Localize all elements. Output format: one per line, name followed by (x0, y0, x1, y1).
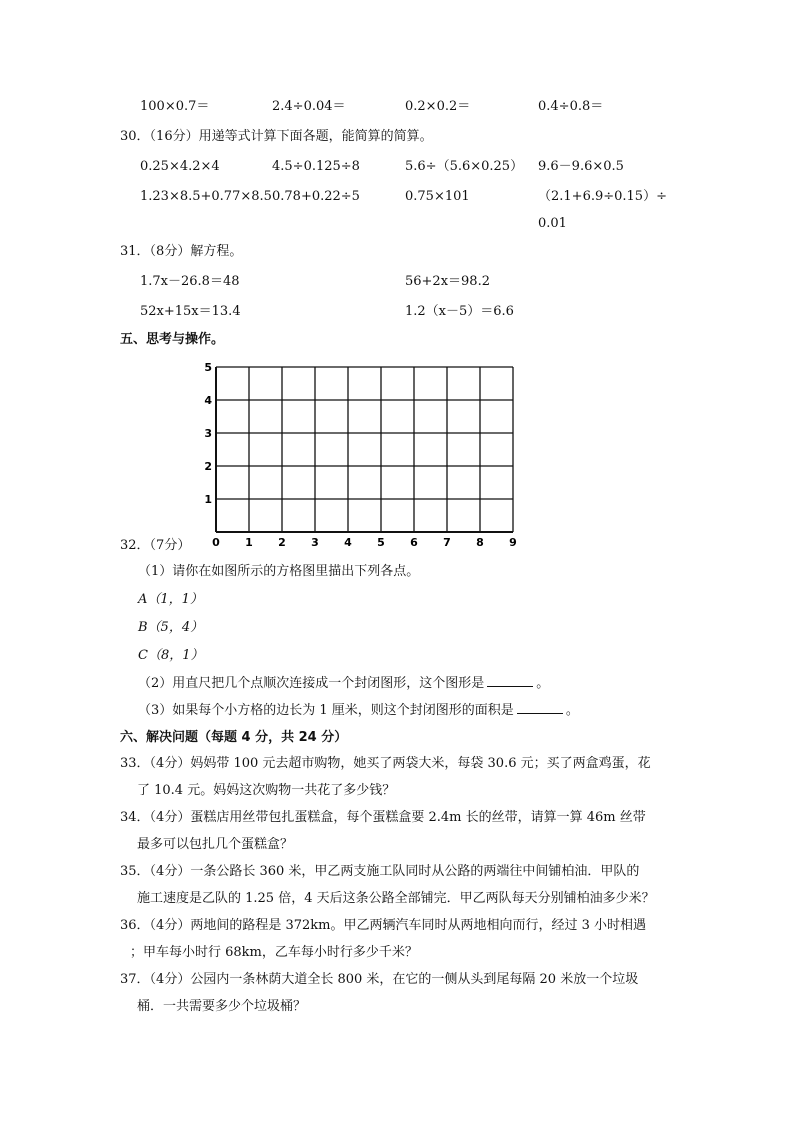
q30-item-7: 0.75×101 (405, 189, 470, 204)
q30-item-8-cont: 0.01 (538, 216, 567, 231)
answer-blank-area[interactable] (517, 701, 563, 714)
q36-line-1: 36．（4分）两地间的路程是 372km。甲乙两辆汽车同时从两地相向而行，经过 3 小时相遇 (120, 918, 646, 933)
q37-line-1: 37．（4分）公园内一条林荫大道全长 800 米，在它的一侧从头到尾每隔 20 米放一个垃圾 (120, 972, 639, 987)
q30-item-1: 0.25×4.2×4 (140, 159, 220, 174)
q30-item-5: 1.23×8.5+0.77×8.5 (140, 189, 272, 204)
q30-item-6: 0.78+0.22÷5 (272, 189, 360, 204)
q32-part-3-end: 。 (565, 703, 579, 718)
calc-item-4: 0.4÷0.8＝ (538, 99, 604, 114)
calc-item-3: 0.2×0.2＝ (405, 99, 471, 114)
x-tick-label: 5 (377, 536, 385, 549)
coordinate-grid (200, 360, 520, 550)
q30-item-4: 9.6－9.6×0.5 (538, 159, 624, 174)
x-tick-label: 6 (410, 536, 418, 549)
q32-part-3-text: （3）如果每个小方格的边长为 1 厘米，则这个封闭图形的面积是 (138, 703, 514, 718)
point-a: A（1，1） (138, 592, 203, 607)
q33-line-2: 了 10.4 元。妈妈这次购物一共花了多少钱？ (137, 783, 396, 798)
answer-blank-shape[interactable] (487, 674, 533, 687)
point-c: C（8，1） (138, 648, 204, 663)
x-tick-label: 4 (344, 536, 352, 549)
x-tick-label: 3 (311, 536, 319, 549)
equation-3: 52x+15x＝13.4 (140, 304, 241, 319)
q33-line-1: 33．（4分）妈妈带 100 元去超市购物，她买了两袋大米，每袋 30.6 元；买了两盒鸡蛋，花 (120, 756, 651, 771)
q32-part-2 (138, 674, 549, 693)
calc-item-1: 100×0.7＝ (140, 99, 210, 114)
q32-part-2-end: 。 (536, 676, 550, 691)
section-5-heading: 五、思考与操作。 (120, 332, 225, 347)
y-tick-label: 4 (204, 394, 212, 407)
q34-line-1: 34．（4分）蛋糕店用丝带包扎蛋糕盒，每个蛋糕盒要 2.4m 长的丝带，请算一算 46m 丝带 (120, 810, 646, 825)
section-6-heading: 六、解决问题（每题 4 分，共 24 分） (120, 730, 348, 745)
q30-item-2: 4.5÷0.125÷8 (272, 159, 360, 174)
x-tick-label: 8 (476, 536, 484, 549)
x-tick-label: 7 (443, 536, 451, 549)
x-tick-label: 9 (509, 536, 517, 549)
x-tick-label: 2 (278, 536, 286, 549)
q36-line-2: ；甲车每小时行 68km，乙车每小时行多少千米？ (130, 945, 418, 960)
equation-4: 1.2（x－5）＝6.6 (405, 304, 514, 319)
q37-line-2: 桶．一共需要多少个垃圾桶？ (137, 999, 307, 1014)
y-tick-label: 3 (204, 427, 212, 440)
q30-title: 30．（16分）用递等式计算下面各题，能简算的简算。 (120, 129, 433, 144)
q32-title: 32．（7分） (120, 538, 191, 553)
q30-item-3: 5.6÷（5.6×0.25） (405, 159, 524, 174)
equation-2: 56+2x＝98.2 (405, 274, 490, 289)
q35-line-1: 35．（4分）一条公路长 360 米，甲乙两支施工队同时从公路的两端往中间铺柏油．甲队的 (120, 864, 640, 879)
point-b: B（5，4） (138, 620, 204, 635)
q32-part-3 (138, 701, 579, 720)
calc-item-2: 2.4÷0.04＝ (272, 99, 346, 114)
q32-part-1: （1）请你在如图所示的方格图里描出下列各点。 (138, 564, 420, 579)
y-tick-label: 5 (204, 361, 212, 374)
y-tick-label: 1 (204, 493, 212, 506)
q31-title: 31．（8分）解方程。 (120, 244, 243, 259)
x-tick-label: 0 (212, 536, 220, 549)
q32-part-2-text: （2）用直尺把几个点顺次连接成一个封闭图形，这个图形是 (138, 676, 485, 691)
q34-line-2: 最多可以包扎几个蛋糕盒？ (137, 837, 294, 852)
q30-item-8: （2.1+6.9÷0.15）÷ (538, 189, 667, 204)
x-tick-label: 1 (245, 536, 253, 549)
y-tick-label: 2 (204, 460, 212, 473)
q35-line-2: 施工速度是乙队的 1.25 倍，4 天后这条公路全部铺完．甲乙两队每天分别铺柏油多少米？ (137, 891, 655, 906)
equation-1: 1.7x－26.8＝48 (140, 274, 240, 289)
